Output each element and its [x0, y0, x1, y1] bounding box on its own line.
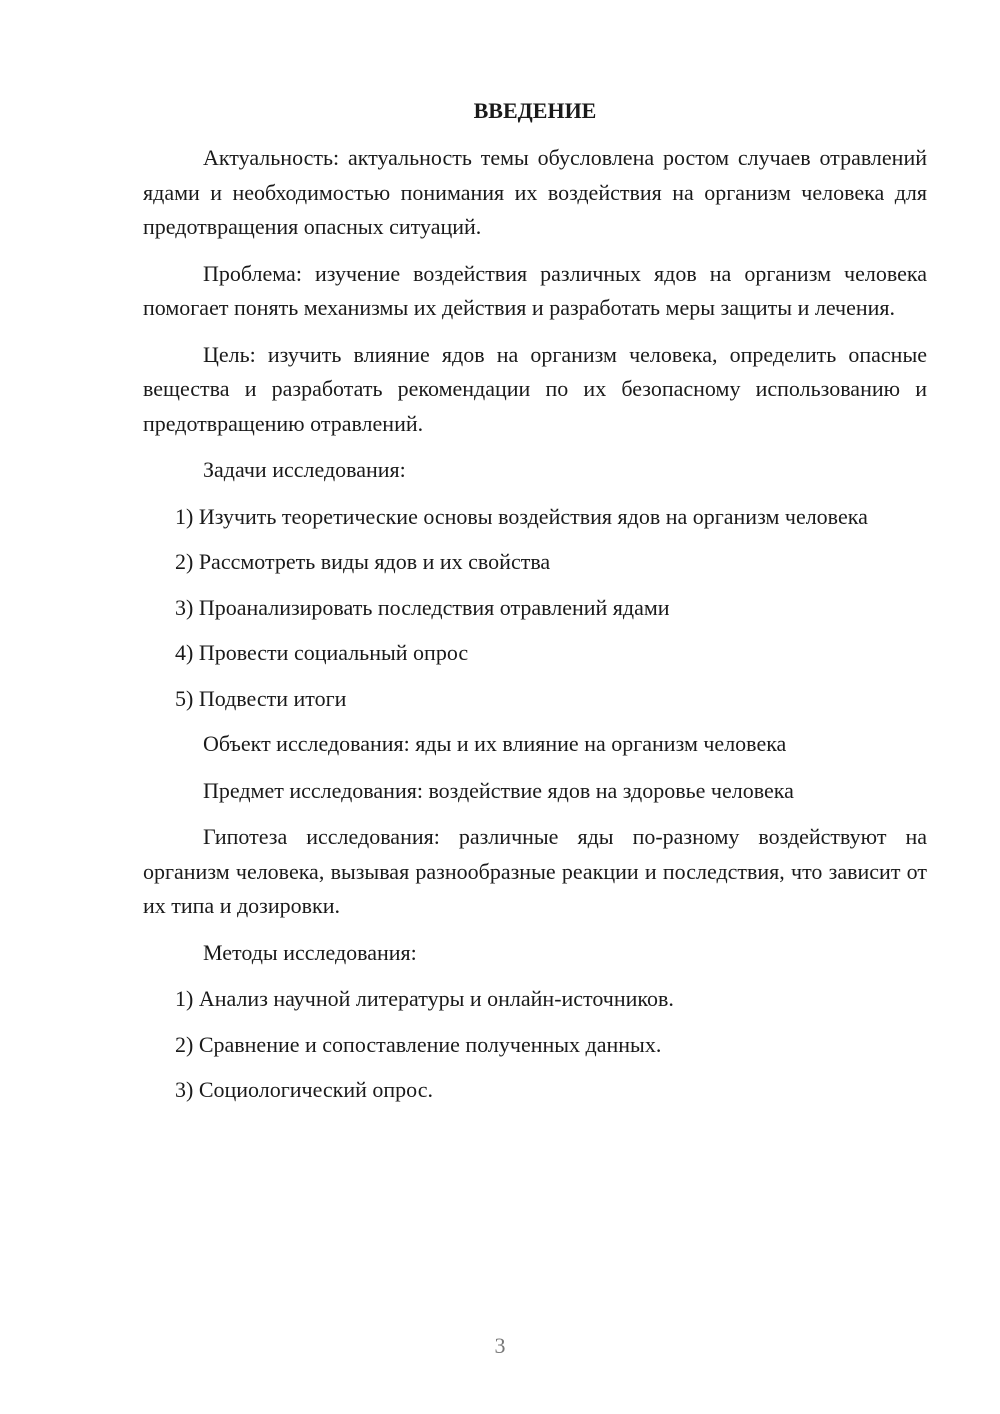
- tasks-list: [143, 500, 927, 717]
- method-item: 3) Социологический опрос.: [175, 1077, 433, 1102]
- section-title: ВВЕДЕНИЕ: [473, 98, 597, 123]
- subject-paragraph: Предмет исследования: воздействие ядов на здоровье человека: [203, 777, 794, 803]
- tasks-heading: Задачи исследования:: [203, 457, 406, 482]
- hypothesis-paragraph: Гипотеза исследования: различные яды по-разному воздействуют на организм человека, вызывая разнообразные реакции и последствия, что зависит от их типа и дозировки.: [143, 824, 927, 918]
- page-number: 3: [494, 1333, 506, 1358]
- method-item: 2) Сравнение и сопоставление полученных данных.: [175, 1031, 662, 1057]
- goal-paragraph: Цель: изучить влияние ядов на организм человека, определить опасные вещества и разработать рекомендации по их безопасному использованию и предотвращению отравлений.: [143, 341, 927, 436]
- task-item: 2) Рассмотреть виды ядов и их свойства: [175, 549, 551, 574]
- task-item: 3) Проанализировать последствия отравлений ядами: [175, 594, 670, 620]
- relevance-paragraph: Актуальность: актуальность темы обусловлена ростом случаев отравлений ядами и необходимостью понимания их воздействия на организм человека для предотвращения опасных ситуаций.: [143, 145, 927, 239]
- task-item: 1) Изучить теоретические основы воздействия ядов на организм человека: [175, 503, 868, 529]
- method-item: 1) Анализ научной литературы и онлайн-источников.: [175, 986, 674, 1011]
- problem-paragraph: Проблема: изучение воздействия различных ядов на организм человека помогает понять механизмы их действия и разработать меры защиты и лечения.: [143, 260, 927, 320]
- task-item: 5) Подвести итоги: [175, 685, 347, 711]
- methods-list: [143, 982, 927, 1108]
- object-paragraph: Объект исследования: яды и их влияние на организм человека: [203, 731, 787, 756]
- task-item: 4) Провести социальный опрос: [175, 640, 469, 665]
- methods-heading: Методы исследования:: [203, 939, 417, 965]
- page-content: [143, 94, 927, 1119]
